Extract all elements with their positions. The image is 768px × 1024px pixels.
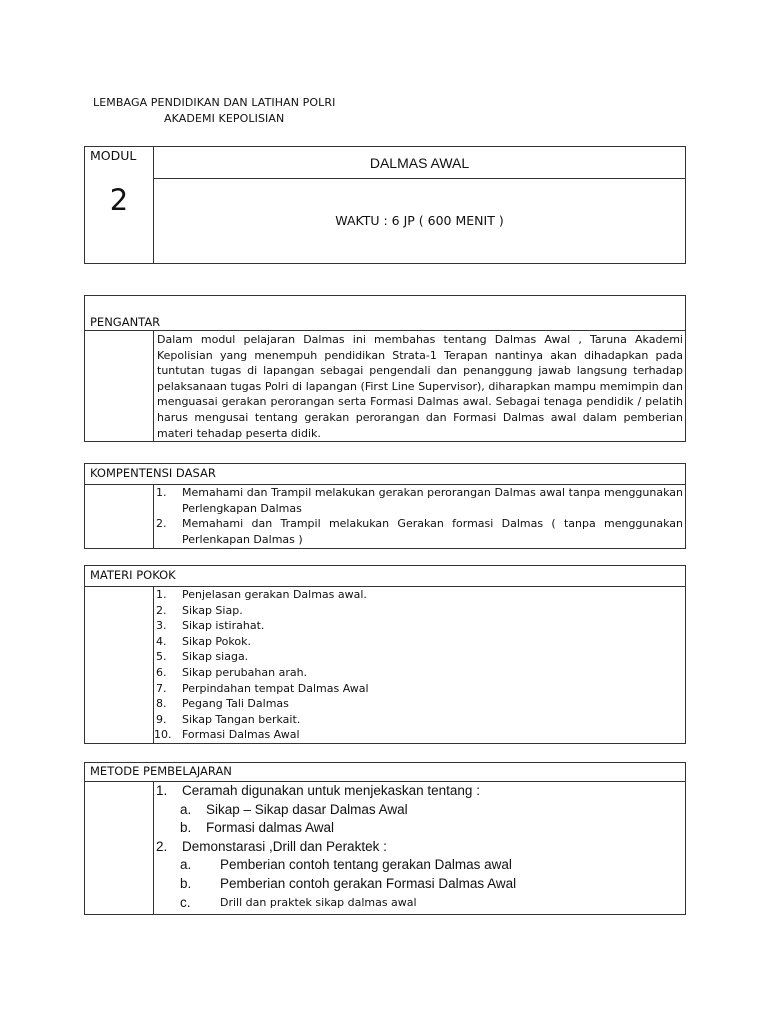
module-label: MODUL <box>90 148 137 163</box>
list-text: Sikap perubahan arah. <box>182 665 308 679</box>
kompetensi-left-cell <box>85 485 154 549</box>
list-text: Perpindahan tempat Dalmas Awal <box>182 681 369 695</box>
list-number: 10. <box>154 728 172 742</box>
list-number: 3. <box>156 619 167 633</box>
list-number: 1. <box>156 588 167 601</box>
list-text: Pegang Tali Dalmas <box>182 697 289 711</box>
list-item <box>156 782 683 801</box>
list-text: Sikap Pokok. <box>182 634 251 648</box>
kompetensi-list <box>154 485 685 548</box>
list-item <box>154 727 683 743</box>
list-item <box>154 618 683 634</box>
sub-list-letter: a. <box>180 857 192 873</box>
module-title: DALMAS AWAL <box>369 155 470 171</box>
sub-list-letter: b. <box>180 820 192 836</box>
sub-list-letter: a. <box>180 801 192 817</box>
institution-name: LEMBAGA PENDIDIKAN DAN LATIHAN POLRI <box>93 96 336 109</box>
metode-left-cell <box>85 782 154 915</box>
list-text: Memahami dan Trampil melakukan gerakan perorangan Dalmas awal tanpa menggunakan Perlengkapan Dalmas <box>182 486 683 515</box>
list-number: 4. <box>156 634 167 648</box>
list-item <box>156 838 683 857</box>
sub-list-letter: c. <box>180 894 191 910</box>
pengantar-section <box>84 295 686 442</box>
materi-body-cell <box>154 587 686 744</box>
list-number: 9. <box>156 712 167 726</box>
list-item <box>154 603 683 619</box>
list-item <box>154 634 683 650</box>
list-text: Memahami dan Trampil melakukan Gerakan formasi Dalmas ( tanpa menggunakan Perlenkapan Dalmas ) <box>182 517 683 546</box>
materi-title: MATERI POKOK <box>90 568 176 582</box>
list-number: 1. <box>156 486 167 499</box>
list-text: Ceramah digunakan untuk menjekaskan tentang : <box>182 783 480 798</box>
list-text: Sikap siaga. <box>182 650 249 664</box>
module-time-cell <box>154 179 686 264</box>
kompetensi-body-cell <box>154 485 686 549</box>
list-item <box>154 665 683 681</box>
sub-list-text: Formasi dalmas Awal <box>206 820 335 836</box>
sub-list-item <box>156 819 683 838</box>
list-text: Sikap istirahat. <box>182 619 265 633</box>
module-time: WAKTU : 6 JP ( 600 MENIT ) <box>335 213 504 228</box>
pengantar-left-cell <box>85 331 154 442</box>
list-item <box>154 696 683 712</box>
list-number: 7. <box>156 681 167 695</box>
list-item <box>154 649 683 665</box>
module-title-cell <box>154 147 686 179</box>
list-number: 2. <box>156 517 167 531</box>
sub-list-letter: b. <box>180 875 192 891</box>
pengantar-body-cell <box>154 331 686 442</box>
list-item <box>154 587 683 603</box>
academy-name: AKADEMI KEPOLISIAN <box>164 112 285 125</box>
sub-list-text: Pemberian contoh tentang gerakan Dalmas awal <box>220 857 512 873</box>
list-text: Sikap Siap. <box>182 603 243 617</box>
list-item <box>154 681 683 697</box>
list-text: Demonstarasi ,Drill dan Peraktek : <box>182 838 387 854</box>
materi-left-cell <box>85 587 154 744</box>
pengantar-title-cell <box>85 296 686 331</box>
materi-section <box>84 565 686 744</box>
pengantar-text: Dalam modul pelajaran Dalmas ini membahas tentang Dalmas Awal , Taruna Akademi Kepolisian yang menempuh pendidikan Strata-1 Terapan nantinya akan dihadapkan pada tuntutan tugas di lapangan sebagai pengendali dan penanggung jawab langsung terhadap pelaksanaan tugas Polri di lapangan (First Line Supervisor), diharapkan mampu memimpin dan menguasai gerakan perorangan serta Formasi Dalmas awal. Sebagai tenaga pendidik / pelatih harus mengusai tentang gerakan perorangan dan Formasi Dalmas awal dalam pemberian materi tehadap peserta didik. <box>157 333 683 440</box>
list-text: Formasi Dalmas Awal <box>182 728 300 742</box>
sub-list-text: Pemberian contoh gerakan Formasi Dalmas Awal <box>220 875 517 891</box>
list-number: 2. <box>156 838 168 854</box>
sub-list-text: Drill dan praktek sikap dalmas awal <box>220 895 417 909</box>
kompetensi-section <box>84 463 686 549</box>
materi-list <box>154 587 685 743</box>
sub-list-item <box>156 875 683 894</box>
module-box <box>84 146 686 264</box>
metode-list <box>154 782 685 914</box>
list-number: 6. <box>156 665 167 679</box>
list-item <box>154 712 683 728</box>
list-number: 8. <box>156 697 167 711</box>
list-number: 1. <box>156 783 168 798</box>
module-cell <box>85 147 154 264</box>
metode-title-cell <box>85 763 686 782</box>
materi-title-cell <box>85 566 686 587</box>
metode-section <box>84 762 686 915</box>
kompetensi-title-cell <box>85 464 686 485</box>
list-text: Penjelasan gerakan Dalmas awal. <box>182 588 367 601</box>
list-item <box>156 485 683 516</box>
list-item <box>156 516 683 547</box>
sub-list-text: Sikap – Sikap dasar Dalmas Awal <box>206 801 408 817</box>
list-number: 2. <box>156 603 167 617</box>
metode-body-cell <box>154 782 686 915</box>
kompetensi-title: KOMPENTENSI DASAR <box>90 466 216 480</box>
metode-title: METODE PEMBELAJARAN <box>90 764 232 778</box>
list-number: 5. <box>156 650 167 664</box>
pengantar-title: PENGANTAR <box>90 315 161 329</box>
sub-list-item <box>156 856 683 875</box>
sub-list-item <box>156 894 683 913</box>
module-number: 2 <box>109 183 129 217</box>
sub-list-item <box>156 801 683 820</box>
list-text: Sikap Tangan berkait. <box>182 712 301 726</box>
